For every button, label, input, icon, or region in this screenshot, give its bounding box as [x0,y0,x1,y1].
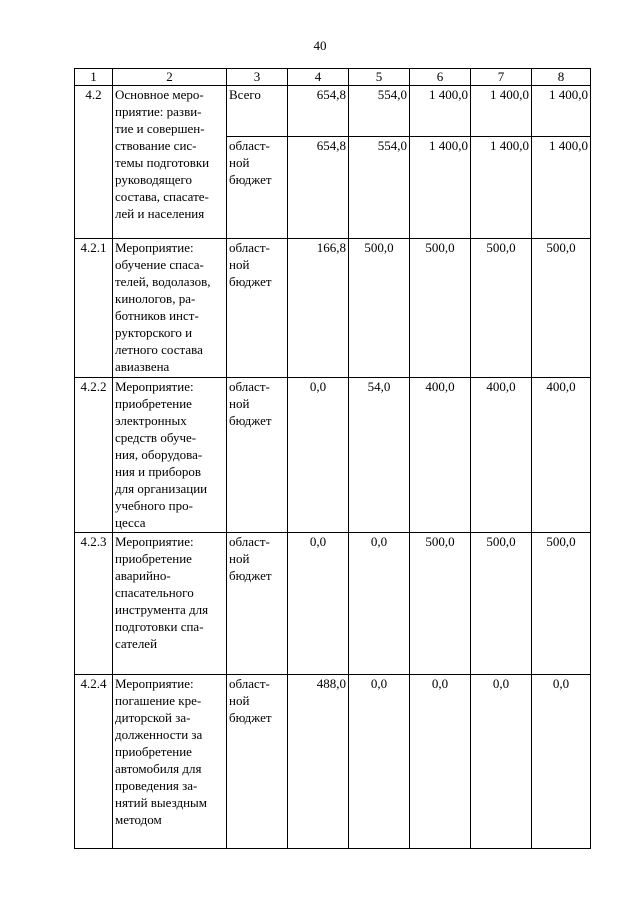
funding-source [227,378,288,533]
text-line: средств обуче- [115,430,197,445]
header-cell: 8 [532,69,591,86]
row-number: 4.2 [75,86,113,239]
text-line: приобретение [115,551,192,566]
value-cell: 500,0 [410,239,471,378]
text-line: состава, спасате- [115,189,209,204]
text-line: приобретение [115,744,192,759]
text-line: летного состава [115,342,203,357]
text-line: телей, водолазов, [115,274,211,289]
value-cell: 0,0 [410,675,471,849]
text-line: спасательного [115,585,194,600]
value-cell: 488,0 [288,675,349,849]
table-row [75,675,591,849]
value-cell: 500,0 [410,533,471,675]
value-cell: 500,0 [532,239,591,378]
text-line: долженности за [115,727,203,742]
text-line: электронных [115,413,187,428]
text-line: ной [229,396,250,411]
measure-name [113,533,227,675]
text-line: обучение спаса- [115,257,204,272]
funding-source [227,86,288,137]
header-cell: 3 [227,69,288,86]
value-cell: 500,0 [471,533,532,675]
funding-source [227,239,288,378]
text-line: Основное меро- [115,87,204,102]
value-cell: 1 400,0 [410,137,471,239]
value-cell: 0,0 [471,675,532,849]
text-line: инструмента для [115,602,209,617]
text-line: методом [115,812,162,827]
text-line: руководящего [115,172,193,187]
value-cell: 54,0 [349,378,410,533]
header-cell: 7 [471,69,532,86]
value-cell: 166,8 [288,239,349,378]
text-line: бюджет [229,413,272,428]
value-cell: 554,0 [349,86,410,137]
text-line: приятие: разви- [115,104,202,119]
text-line: ния, оборудова- [115,447,203,462]
value-cell: 400,0 [471,378,532,533]
text-line: ния и приборов [115,464,202,479]
value-cell: 0,0 [288,378,349,533]
text-line: Мероприятие: [115,379,194,394]
value-cell: 0,0 [349,533,410,675]
text-line: рукторского и [115,325,193,340]
text-line: област- [229,379,270,394]
measure-name [113,239,227,378]
value-cell: 1 400,0 [532,86,591,137]
row-number: 4.2.1 [75,239,113,378]
value-cell: 1 400,0 [471,86,532,137]
text-line: цесса [115,515,146,530]
header-cell: 1 [75,69,113,86]
text-line: лей и населения [115,206,205,221]
header-cell: 2 [113,69,227,86]
text-line: сателей [115,636,158,651]
text-line: кинологов, ра- [115,291,196,306]
text-line: приобретение [115,396,192,411]
value-cell: 554,0 [349,137,410,239]
text-line: погашение кре- [115,693,202,708]
value-cell: 500,0 [471,239,532,378]
row-number: 4.2.4 [75,675,113,849]
value-cell: 0,0 [532,675,591,849]
header-cell: 6 [410,69,471,86]
value-cell: 400,0 [532,378,591,533]
text-line: тие и совершен- [115,121,205,136]
text-line: област- [229,138,270,153]
text-line: Мероприятие: [115,240,194,255]
header-cell: 4 [288,69,349,86]
text-line: ботников инст- [115,308,199,323]
text-line: област- [229,676,270,691]
value-cell: 500,0 [532,533,591,675]
text-line: аварийно- [115,568,171,583]
text-line: Мероприятие: [115,676,194,691]
text-line: для организации [115,481,208,496]
funding-source [227,675,288,849]
table-row [75,533,591,675]
text-line: учебного про- [115,498,193,513]
table-row [75,378,591,533]
text-line: авиазвена [115,359,170,374]
header-row [75,69,591,86]
text-line: диторской за- [115,710,191,725]
measure-name [113,675,227,849]
text-line: ной [229,257,250,272]
value-cell: 1 400,0 [532,137,591,239]
text-line: нятий выездным [115,795,208,810]
text-line: бюджет [229,568,272,583]
page-number: 40 [313,38,327,53]
funding-source [227,137,288,239]
measure-name [113,378,227,533]
budget-table [74,68,591,849]
text-line: темы подготовки [115,155,210,170]
value-cell: 654,8 [288,137,349,239]
measure-name [113,86,227,239]
text-line: Мероприятие: [115,534,194,549]
text-line: подготовки спа- [115,619,204,634]
table-row [75,86,591,137]
text-line: ной [229,693,250,708]
funding-source [227,533,288,675]
text-line: проведения за- [115,778,198,793]
text-line: ной [229,155,250,170]
value-cell: 1 400,0 [410,86,471,137]
text-line: Всего [229,87,261,102]
header-cell: 5 [349,69,410,86]
value-cell: 1 400,0 [471,137,532,239]
text-line: област- [229,534,270,549]
text-line: ной [229,551,250,566]
text-line: ствование сис- [115,138,197,153]
text-line: бюджет [229,274,272,289]
text-line: бюджет [229,172,272,187]
value-cell: 0,0 [349,675,410,849]
table-row [75,239,591,378]
text-line: бюджет [229,710,272,725]
row-number: 4.2.2 [75,378,113,533]
value-cell: 0,0 [288,533,349,675]
value-cell: 500,0 [349,239,410,378]
row-number: 4.2.3 [75,533,113,675]
value-cell: 400,0 [410,378,471,533]
text-line: област- [229,240,270,255]
text-line: автомобиля для [115,761,202,776]
value-cell: 654,8 [288,86,349,137]
